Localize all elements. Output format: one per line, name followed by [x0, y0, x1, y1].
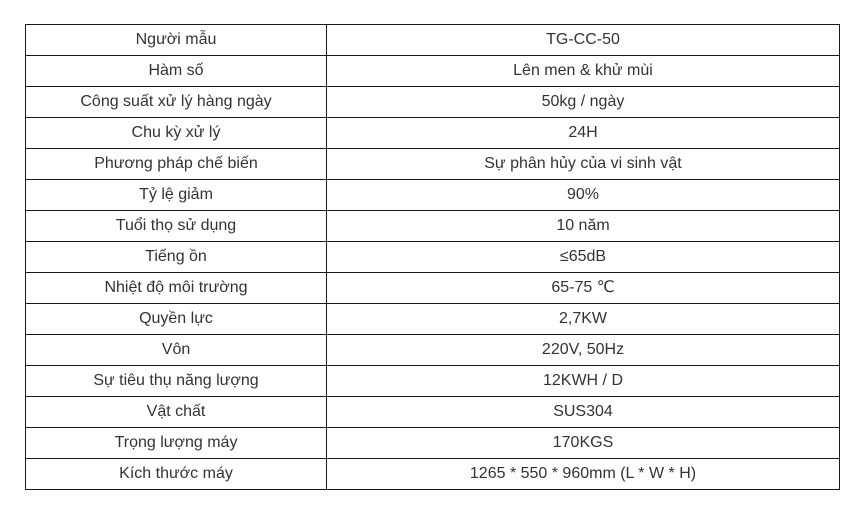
spec-label: Sự tiêu thụ năng lượng — [26, 366, 327, 397]
spec-label: Vôn — [26, 335, 327, 366]
spec-value: 65-75 ℃ — [327, 273, 840, 304]
table-row — [26, 397, 840, 428]
spec-value: 1265 * 550 * 960mm (L * W * H) — [327, 459, 840, 490]
spec-label: Tiếng ồn — [26, 242, 327, 273]
table-row — [26, 56, 840, 87]
table-row — [26, 149, 840, 180]
spec-value: 24H — [327, 118, 840, 149]
spec-label: Quyền lực — [26, 304, 327, 335]
table-row — [26, 366, 840, 397]
spec-label: Hàm số — [26, 56, 327, 87]
spec-label: Phương pháp chế biến — [26, 149, 327, 180]
spec-label: Tuổi thọ sử dụng — [26, 211, 327, 242]
spec-value: SUS304 — [327, 397, 840, 428]
table-row — [26, 25, 840, 56]
spec-label: Kích thước máy — [26, 459, 327, 490]
spec-value: 220V, 50Hz — [327, 335, 840, 366]
table-row — [26, 459, 840, 490]
spec-label: Tỷ lệ giảm — [26, 180, 327, 211]
spec-label: Trọng lượng máy — [26, 428, 327, 459]
spec-value: 2,7KW — [327, 304, 840, 335]
spec-label: Vật chất — [26, 397, 327, 428]
spec-value: 10 năm — [327, 211, 840, 242]
spec-table-body — [26, 25, 840, 490]
spec-value: Sự phân hủy của vi sinh vật — [327, 149, 840, 180]
spec-label: Người mẫu — [26, 25, 327, 56]
table-row — [26, 242, 840, 273]
spec-label: Chu kỳ xử lý — [26, 118, 327, 149]
table-row — [26, 211, 840, 242]
spec-label: Nhiệt độ môi trường — [26, 273, 327, 304]
spec-value: ≤65dB — [327, 242, 840, 273]
spec-value: Lên men & khử mùi — [327, 56, 840, 87]
table-row — [26, 304, 840, 335]
spec-value: 50kg / ngày — [327, 87, 840, 118]
table-row — [26, 428, 840, 459]
spec-table — [25, 24, 840, 490]
spec-value: TG-CC-50 — [327, 25, 840, 56]
table-row — [26, 335, 840, 366]
table-row — [26, 273, 840, 304]
table-row — [26, 87, 840, 118]
spec-value: 12KWH / D — [327, 366, 840, 397]
spec-value: 170KGS — [327, 428, 840, 459]
table-row — [26, 180, 840, 211]
spec-value: 90% — [327, 180, 840, 211]
spec-label: Công suất xử lý hàng ngày — [26, 87, 327, 118]
table-row — [26, 118, 840, 149]
